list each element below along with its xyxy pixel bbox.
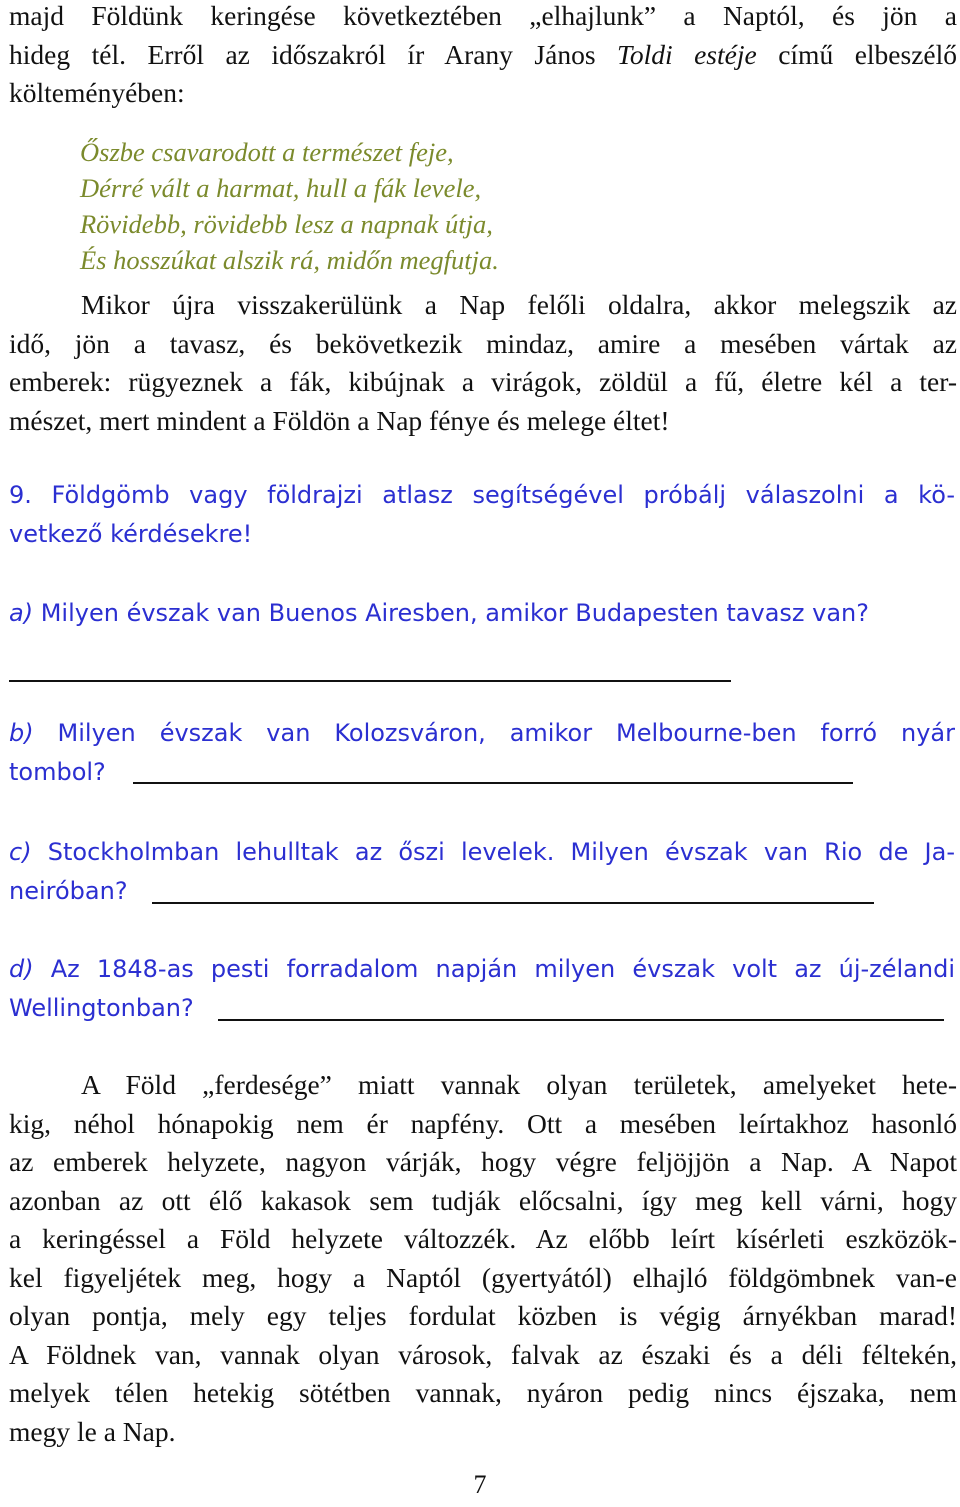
- task-9-line-2: vetkező kérdésekre!: [9, 520, 253, 548]
- task-9-text: Földgömb vagy földrajzi atlasz segítségével próbálj válaszolni a kö-: [51, 481, 955, 509]
- intro-line-1: majd Földünk keringése következtében „elhajlunk” a Naptól, és jön a: [9, 0, 957, 31]
- question-a: [9, 594, 955, 633]
- paragraph-polar-line-4: azonban az ott élő kakasok sem tudják előcsalni, így meg kell várni, hogy: [9, 1184, 957, 1216]
- paragraph-polar-line-2: kig, néhol hónapokig nem ér napfény. Ott a mesében leírtakhoz hasonló: [9, 1107, 957, 1139]
- poem-line-1: Őszbe csavarodott a természet feje,: [80, 137, 454, 167]
- question-b: [9, 714, 955, 792]
- task-number: 9.: [9, 481, 32, 509]
- question-d-line-1: [9, 950, 955, 989]
- intro-line-2-post: című elbeszélő: [756, 38, 957, 70]
- answer-line-c[interactable]: [152, 902, 874, 904]
- question-b-line-2: tombol?: [9, 758, 106, 786]
- question-d: [9, 950, 955, 1028]
- question-c: [9, 833, 955, 911]
- question-d-label: d): [9, 955, 34, 983]
- poem-line-3: Rövidebb, rövidebb lesz a napnak útja,: [80, 209, 493, 239]
- task-9: [9, 476, 955, 554]
- answer-line-a[interactable]: [9, 680, 731, 682]
- question-a-text: Milyen évszak van Buenos Airesben, amikor Budapesten tavasz van?: [40, 599, 869, 627]
- question-a-label: a): [9, 599, 34, 627]
- poem-line-2: Dérré vált a harmat, hull a fák levele,: [80, 173, 482, 203]
- paragraph-spring-line-4: mészet, mert mindent a Földön a Nap fénye és melege éltet!: [9, 404, 670, 436]
- intro-paragraph: [9, 0, 957, 113]
- question-c-line-1: [9, 833, 955, 872]
- paragraph-polar: [9, 1066, 957, 1451]
- page-number: 7: [473, 1470, 487, 1499]
- question-a-line: [9, 594, 955, 633]
- question-d-text: Az 1848-as pesti forradalom napján milyen évszak volt az új-zélandi: [50, 955, 955, 983]
- paragraph-polar-line-7: olyan pontja, mely egy teljes fordulat közben is végig árnyékban marad!: [9, 1300, 957, 1331]
- question-b-text: Milyen évszak van Kolozsváron, amikor Melbourne-ben forró nyár: [57, 719, 955, 747]
- question-c-line-2: neiróban?: [9, 877, 128, 905]
- task-9-line-1: [9, 476, 955, 515]
- question-c-text: Stockholmban lehulltak az őszi levelek. Milyen évszak van Rio de Ja-: [47, 838, 956, 866]
- paragraph-spring: [9, 286, 957, 440]
- paragraph-polar-line-1: A Föld „ferdesége” miatt vannak olyan területek, amelyeket hete-: [81, 1069, 957, 1100]
- book-title: Toldi estéje: [617, 38, 757, 70]
- poem-quote: [80, 134, 780, 278]
- intro-line-2: [9, 36, 957, 75]
- paragraph-spring-line-2: idő, jön a tavasz, és bekövetkezik mindaz, amire a mesében vártak az: [9, 327, 957, 359]
- paragraph-polar-line-3: az emberek helyzete, nagyon várják, hogy végre feljöjjön a Nap. A Napot: [9, 1146, 957, 1177]
- question-b-label: b): [9, 719, 34, 747]
- paragraph-polar-line-8: A Földnek van, vannak olyan városok, falvak az északi és a déli féltekén,: [9, 1338, 957, 1370]
- paragraph-polar-line-6: kel figyeljétek meg, hogy a Naptól (gyertyától) elhajló földgömbnek van-e: [9, 1261, 957, 1293]
- paragraph-polar-line-9: melyek télen hetekig sötétben vannak, nyáron pedig nincs éjszaka, nem: [9, 1377, 957, 1408]
- paragraph-polar-line-10: megy le a Nap.: [9, 1415, 176, 1447]
- answer-line-d[interactable]: [218, 1019, 944, 1021]
- intro-line-3: költeményében:: [9, 77, 185, 108]
- paragraph-spring-line-1: Mikor újra visszakerülünk a Nap felőli oldalra, akkor melegszik az: [81, 289, 957, 320]
- paragraph-spring-line-3: emberek: rügyeznek a fák, kibújnak a virágok, zöldül a fű, életre kél a ter-: [9, 366, 957, 397]
- poem-line-4: És hosszúkat alszik rá, midőn megfutja.: [80, 245, 499, 275]
- intro-line-2-pre: hideg tél. Erről az időszakról ír Arany János: [9, 38, 618, 70]
- question-b-line-1: [9, 714, 955, 753]
- question-d-line-2: Wellingtonban?: [9, 994, 194, 1022]
- answer-line-b[interactable]: [133, 782, 853, 784]
- paragraph-polar-line-5: a keringéssel a Föld helyzete változzék. Az előbb leírt kísérleti eszközök-: [9, 1223, 957, 1254]
- question-c-label: c): [9, 838, 32, 866]
